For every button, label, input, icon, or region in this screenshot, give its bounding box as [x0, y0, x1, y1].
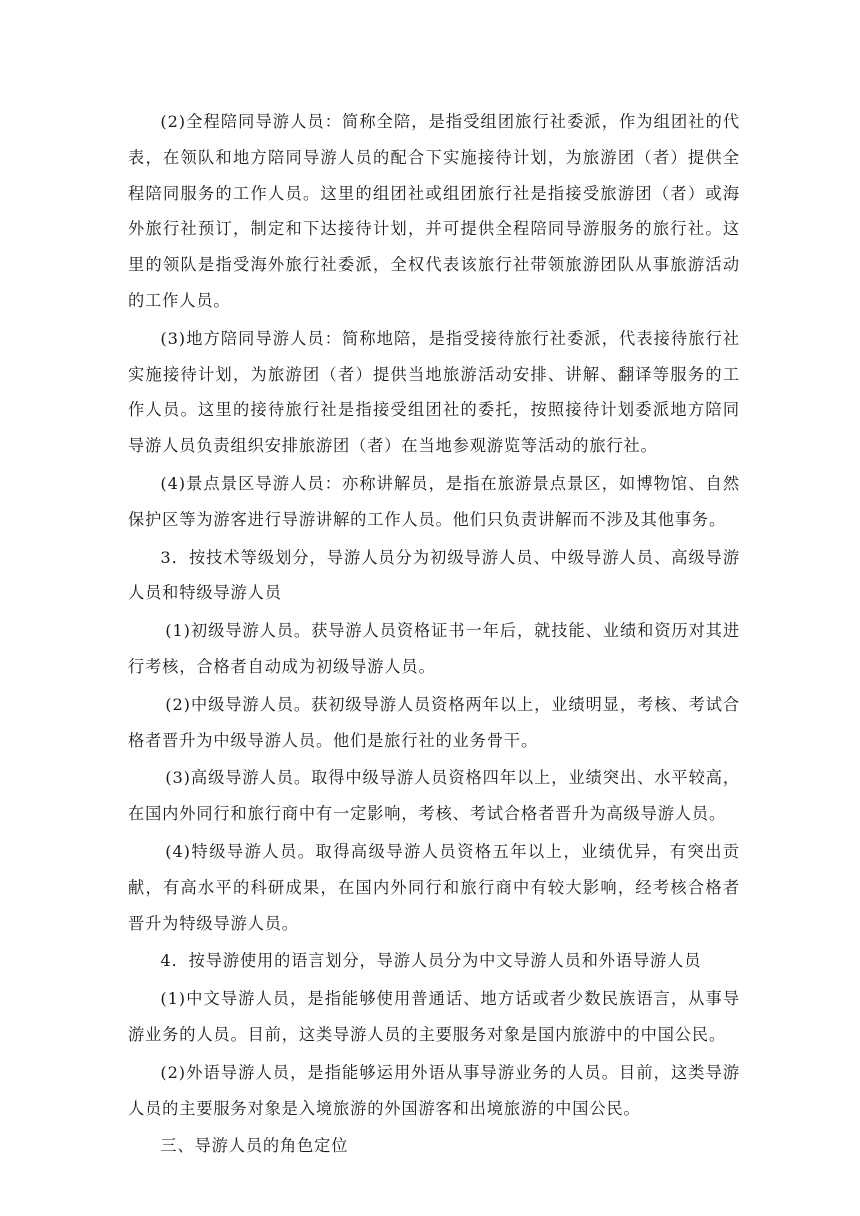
paragraph-special-grade-guide: (4)特级导游人员。取得高级导游人员资格五年以上，业绩优异，有突出贡献，有高水平的科研成果，在国内外同行和旅行商中有较大影响，经考核合格者晋升为特级导游人员。: [128, 841, 740, 933]
paragraph-senior-guide: (3)高级导游人员。取得中级导游人员资格四年以上，业绩突出、水平较高，在国内外同行和旅行商中有一定影响，考核、考试合格者晋升为高级导游人员。: [128, 768, 740, 824]
paragraph-foreign-language-guide: (2)外语导游人员，是指能够运用外语从事导游业务的人员。目前，这类导游人员的主要服务对象是入境旅游的外国游客和出境旅游的中国公民。: [128, 1062, 740, 1118]
document-page: [128, 104, 740, 1166]
heading-by-language: 4．按导游使用的语言划分，导游人员分为中文导游人员和外语导游人员: [160, 951, 702, 971]
paragraph-chinese-guide: (1)中文导游人员，是指能够使用普通话、地方话或者少数民族语言，从事导游业务的人员。目前，这类导游人员的主要服务对象是国内旅游中的中国公民。: [128, 989, 740, 1044]
section-heading-role-positioning: 三、导游人员的角色定位: [160, 1136, 349, 1156]
paragraph-junior-guide: (1)初级导游人员。获导游人员资格证书一年后，就技能、业绩和资历对其进行考核，合格者自动成为初级导游人员。: [128, 621, 740, 676]
heading-by-technical-level: 3．按技术等级划分，导游人员分为初级导游人员、中级导游人员、高级导游人员和特级导游人员: [128, 547, 740, 603]
paragraph-scenic-area-guide: (4)景点景区导游人员：亦称讲解员，是指在旅游景点景区，如博物馆、自然保护区等为游客进行导游讲解的工作人员。他们只负责讲解而不涉及其他事务。: [128, 473, 740, 529]
paragraph-full-escort-guide: (2)全程陪同导游人员：简称全陪，是指受组团旅行社委派，作为组团社的代表，在领队和地方陪同导游人员的配合下实施接待计划，为旅游团（者）提供全程陪同服务的工作人员。这里的组团社或组团旅行社是指接受旅游团（者）或海外旅行社预订，制定和下达接待计划，并可提供全程陪同导游服务的旅行社。这里的领队是指受海外旅行社委派，全权代表该旅行社带领旅游团队从事旅游活动的工作人员。: [128, 112, 740, 310]
paragraph-intermediate-guide: (2)中级导游人员。获初级导游人员资格两年以上，业绩明显，考核、考试合格者晋升为中级导游人员。他们是旅行社的业务骨干。: [128, 694, 740, 750]
paragraph-local-escort-guide: (3)地方陪同导游人员：简称地陪，是指受接待旅行社委派，代表接待旅行社实施接待计划，为旅游团（者）提供当地旅游活动安排、讲解、翻译等服务的工作人员。这里的接待旅行社是指接受组团社的委托，按照接待计划委派地方陪同导游人员负责组织安排旅游团（者）在当地参观游览等活动的旅行社。: [128, 328, 740, 456]
